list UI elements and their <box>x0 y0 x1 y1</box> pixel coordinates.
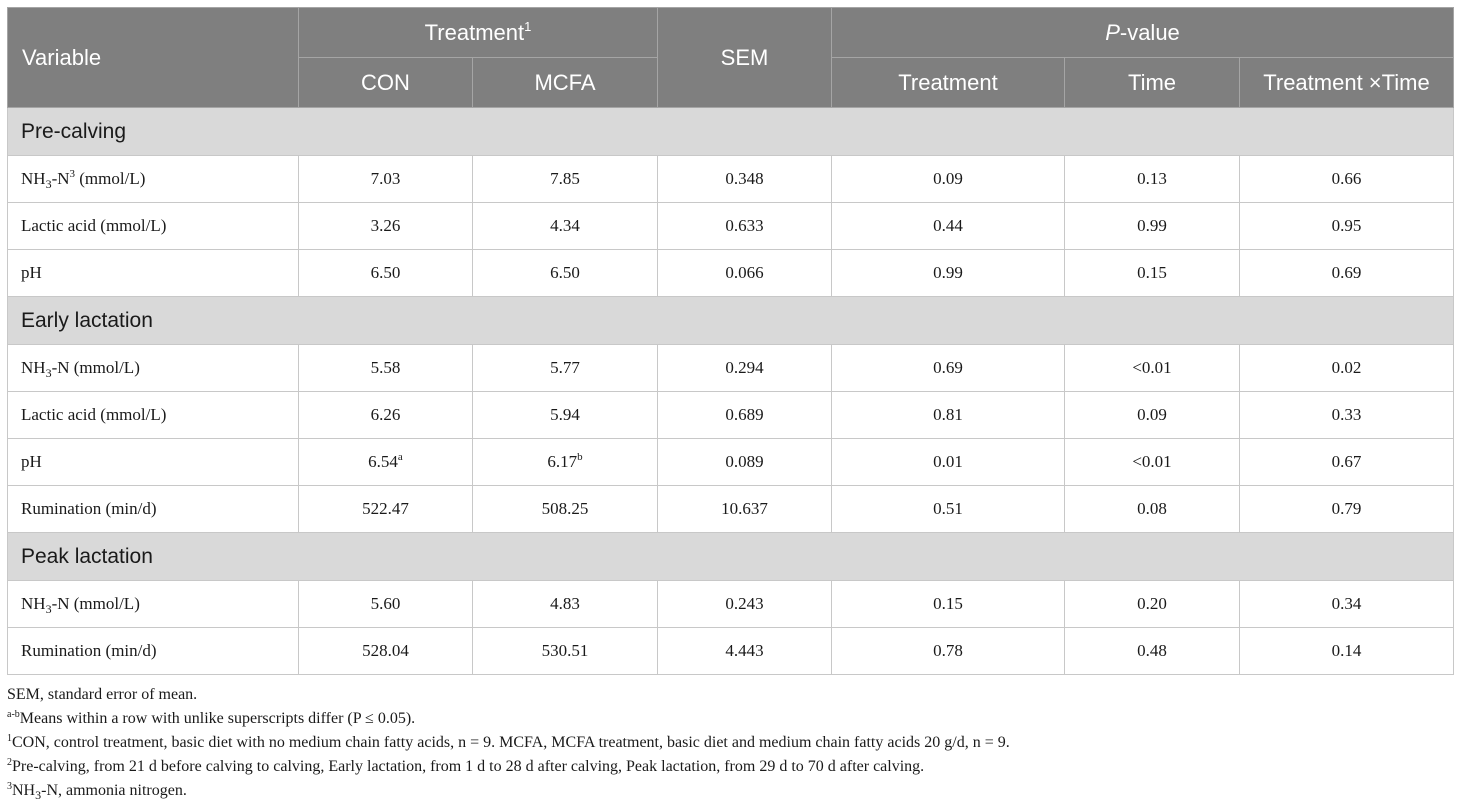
sem-cell: 4.443 <box>658 628 832 675</box>
header-p-time: Time <box>1065 58 1240 108</box>
table-body <box>8 108 1454 675</box>
footnote-2: $^2$Pre-calving, from 21 d before calving to calving, Early lactation, from 1 d to 28 d after calving, Peak lactation, from 29 d to 70 d after calving. <box>7 757 925 775</box>
con-cell: 6.54$^a$ <box>299 439 473 486</box>
mcfa-cell: 508.25 <box>473 486 658 533</box>
footnote-superscripts: $^{a-b}$Means within a row with unlike superscripts differ (P ≤ 0.05). <box>7 709 416 727</box>
variable-cell: pH <box>8 250 299 297</box>
p-interaction-cell: 0.95 <box>1240 203 1454 250</box>
p-time-cell: 0.20 <box>1065 581 1240 628</box>
sem-cell: 10.637 <box>658 486 832 533</box>
con-cell: 528.04 <box>299 628 473 675</box>
p-interaction-cell: 0.67 <box>1240 439 1454 486</box>
header-sem: SEM <box>658 8 832 108</box>
con-cell: 5.58 <box>299 345 473 392</box>
p-time-cell: 0.15 <box>1065 250 1240 297</box>
p-time-cell: 0.99 <box>1065 203 1240 250</box>
header-treatment: Treatment$^1$ <box>299 8 658 58</box>
table-row <box>8 156 1454 203</box>
table-row <box>8 486 1454 533</box>
mcfa-cell: 7.85 <box>473 156 658 203</box>
variable-cell: $NH_3-N^3$ (mmol/L) <box>8 156 299 203</box>
mcfa-cell: 4.34 <box>473 203 658 250</box>
table-row <box>8 392 1454 439</box>
variable-cell: Rumination (min/d) <box>8 486 299 533</box>
p-treatment-cell: 0.99 <box>832 250 1065 297</box>
table-row <box>8 581 1454 628</box>
footnotes <box>7 683 1453 803</box>
p-interaction-cell: 0.14 <box>1240 628 1454 675</box>
sem-cell: 0.089 <box>658 439 832 486</box>
section-title: Pre-calving <box>8 108 1454 156</box>
table-row <box>8 203 1454 250</box>
p-interaction-cell: 0.33 <box>1240 392 1454 439</box>
p-time-cell: 0.48 <box>1065 628 1240 675</box>
p-treatment-cell: 0.78 <box>832 628 1065 675</box>
variable-cell: $NH_3-N$ (mmol/L) <box>8 345 299 392</box>
p-treatment-cell: 0.81 <box>832 392 1065 439</box>
mcfa-cell: 4.83 <box>473 581 658 628</box>
header-con: CON <box>299 58 473 108</box>
p-treatment-cell: 0.01 <box>832 439 1065 486</box>
header-p-interaction: Treatment ×Time <box>1240 58 1454 108</box>
p-treatment-cell: 0.69 <box>832 345 1065 392</box>
table-row <box>8 628 1454 675</box>
sem-cell: 0.294 <box>658 345 832 392</box>
variable-cell: Rumination (min/d) <box>8 628 299 675</box>
variable-cell: Lactic acid (mmol/L) <box>8 392 299 439</box>
p-interaction-cell: 0.69 <box>1240 250 1454 297</box>
con-cell: 522.47 <box>299 486 473 533</box>
p-interaction-cell: 0.34 <box>1240 581 1454 628</box>
variable-cell: Lactic acid (mmol/L) <box>8 203 299 250</box>
mcfa-cell: 5.77 <box>473 345 658 392</box>
p-treatment-cell: 0.44 <box>832 203 1065 250</box>
footnote-3: $^3NH_3-N$, ammonia nitrogen. <box>7 781 187 802</box>
mcfa-cell: 6.50 <box>473 250 658 297</box>
p-treatment-cell: 0.15 <box>832 581 1065 628</box>
sem-cell: 0.243 <box>658 581 832 628</box>
table-header <box>8 8 1454 108</box>
sem-cell: 0.689 <box>658 392 832 439</box>
section-row <box>8 108 1454 156</box>
p-interaction-cell: 0.66 <box>1240 156 1454 203</box>
sem-cell: 0.348 <box>658 156 832 203</box>
con-cell: 3.26 <box>299 203 473 250</box>
con-cell: 7.03 <box>299 156 473 203</box>
p-time-cell: 0.09 <box>1065 392 1240 439</box>
p-treatment-cell: 0.09 <box>832 156 1065 203</box>
sem-cell: 0.633 <box>658 203 832 250</box>
section-title: Early lactation <box>8 297 1454 345</box>
section-title: Peak lactation <box>8 533 1454 581</box>
section-row <box>8 533 1454 581</box>
mcfa-cell: 5.94 <box>473 392 658 439</box>
mcfa-cell: 6.17$^b$ <box>473 439 658 486</box>
p-time-cell: 0.08 <box>1065 486 1240 533</box>
header-variable: Variable <box>8 8 299 108</box>
p-interaction-cell: 0.79 <box>1240 486 1454 533</box>
section-row <box>8 297 1454 345</box>
p-time-cell: <0.01 <box>1065 345 1240 392</box>
mcfa-cell: 530.51 <box>473 628 658 675</box>
variable-cell: pH <box>8 439 299 486</box>
con-cell: 5.60 <box>299 581 473 628</box>
con-cell: 6.26 <box>299 392 473 439</box>
p-interaction-cell: 0.02 <box>1240 345 1454 392</box>
variable-cell: $NH_3-N$ (mmol/L) <box>8 581 299 628</box>
p-time-cell: 0.13 <box>1065 156 1240 203</box>
header-pvalue: P-value <box>832 8 1454 58</box>
p-time-cell: <0.01 <box>1065 439 1240 486</box>
table-row <box>8 345 1454 392</box>
header-p-treatment: Treatment <box>832 58 1065 108</box>
table-row <box>8 250 1454 297</box>
con-cell: 6.50 <box>299 250 473 297</box>
sem-cell: 0.066 <box>658 250 832 297</box>
results-table <box>7 7 1454 675</box>
footnote-1: $^1$CON, control treatment, basic diet with no medium chain fatty acids, n = 9. MCFA, MCFA treatment, basic diet and medium chain fatty acids 20 g/d, n = 9. <box>7 733 1010 751</box>
table-row <box>8 439 1454 486</box>
header-mcfa: MCFA <box>473 58 658 108</box>
footnote-sem: SEM, standard error of mean. <box>7 686 198 703</box>
p-treatment-cell: 0.51 <box>832 486 1065 533</box>
